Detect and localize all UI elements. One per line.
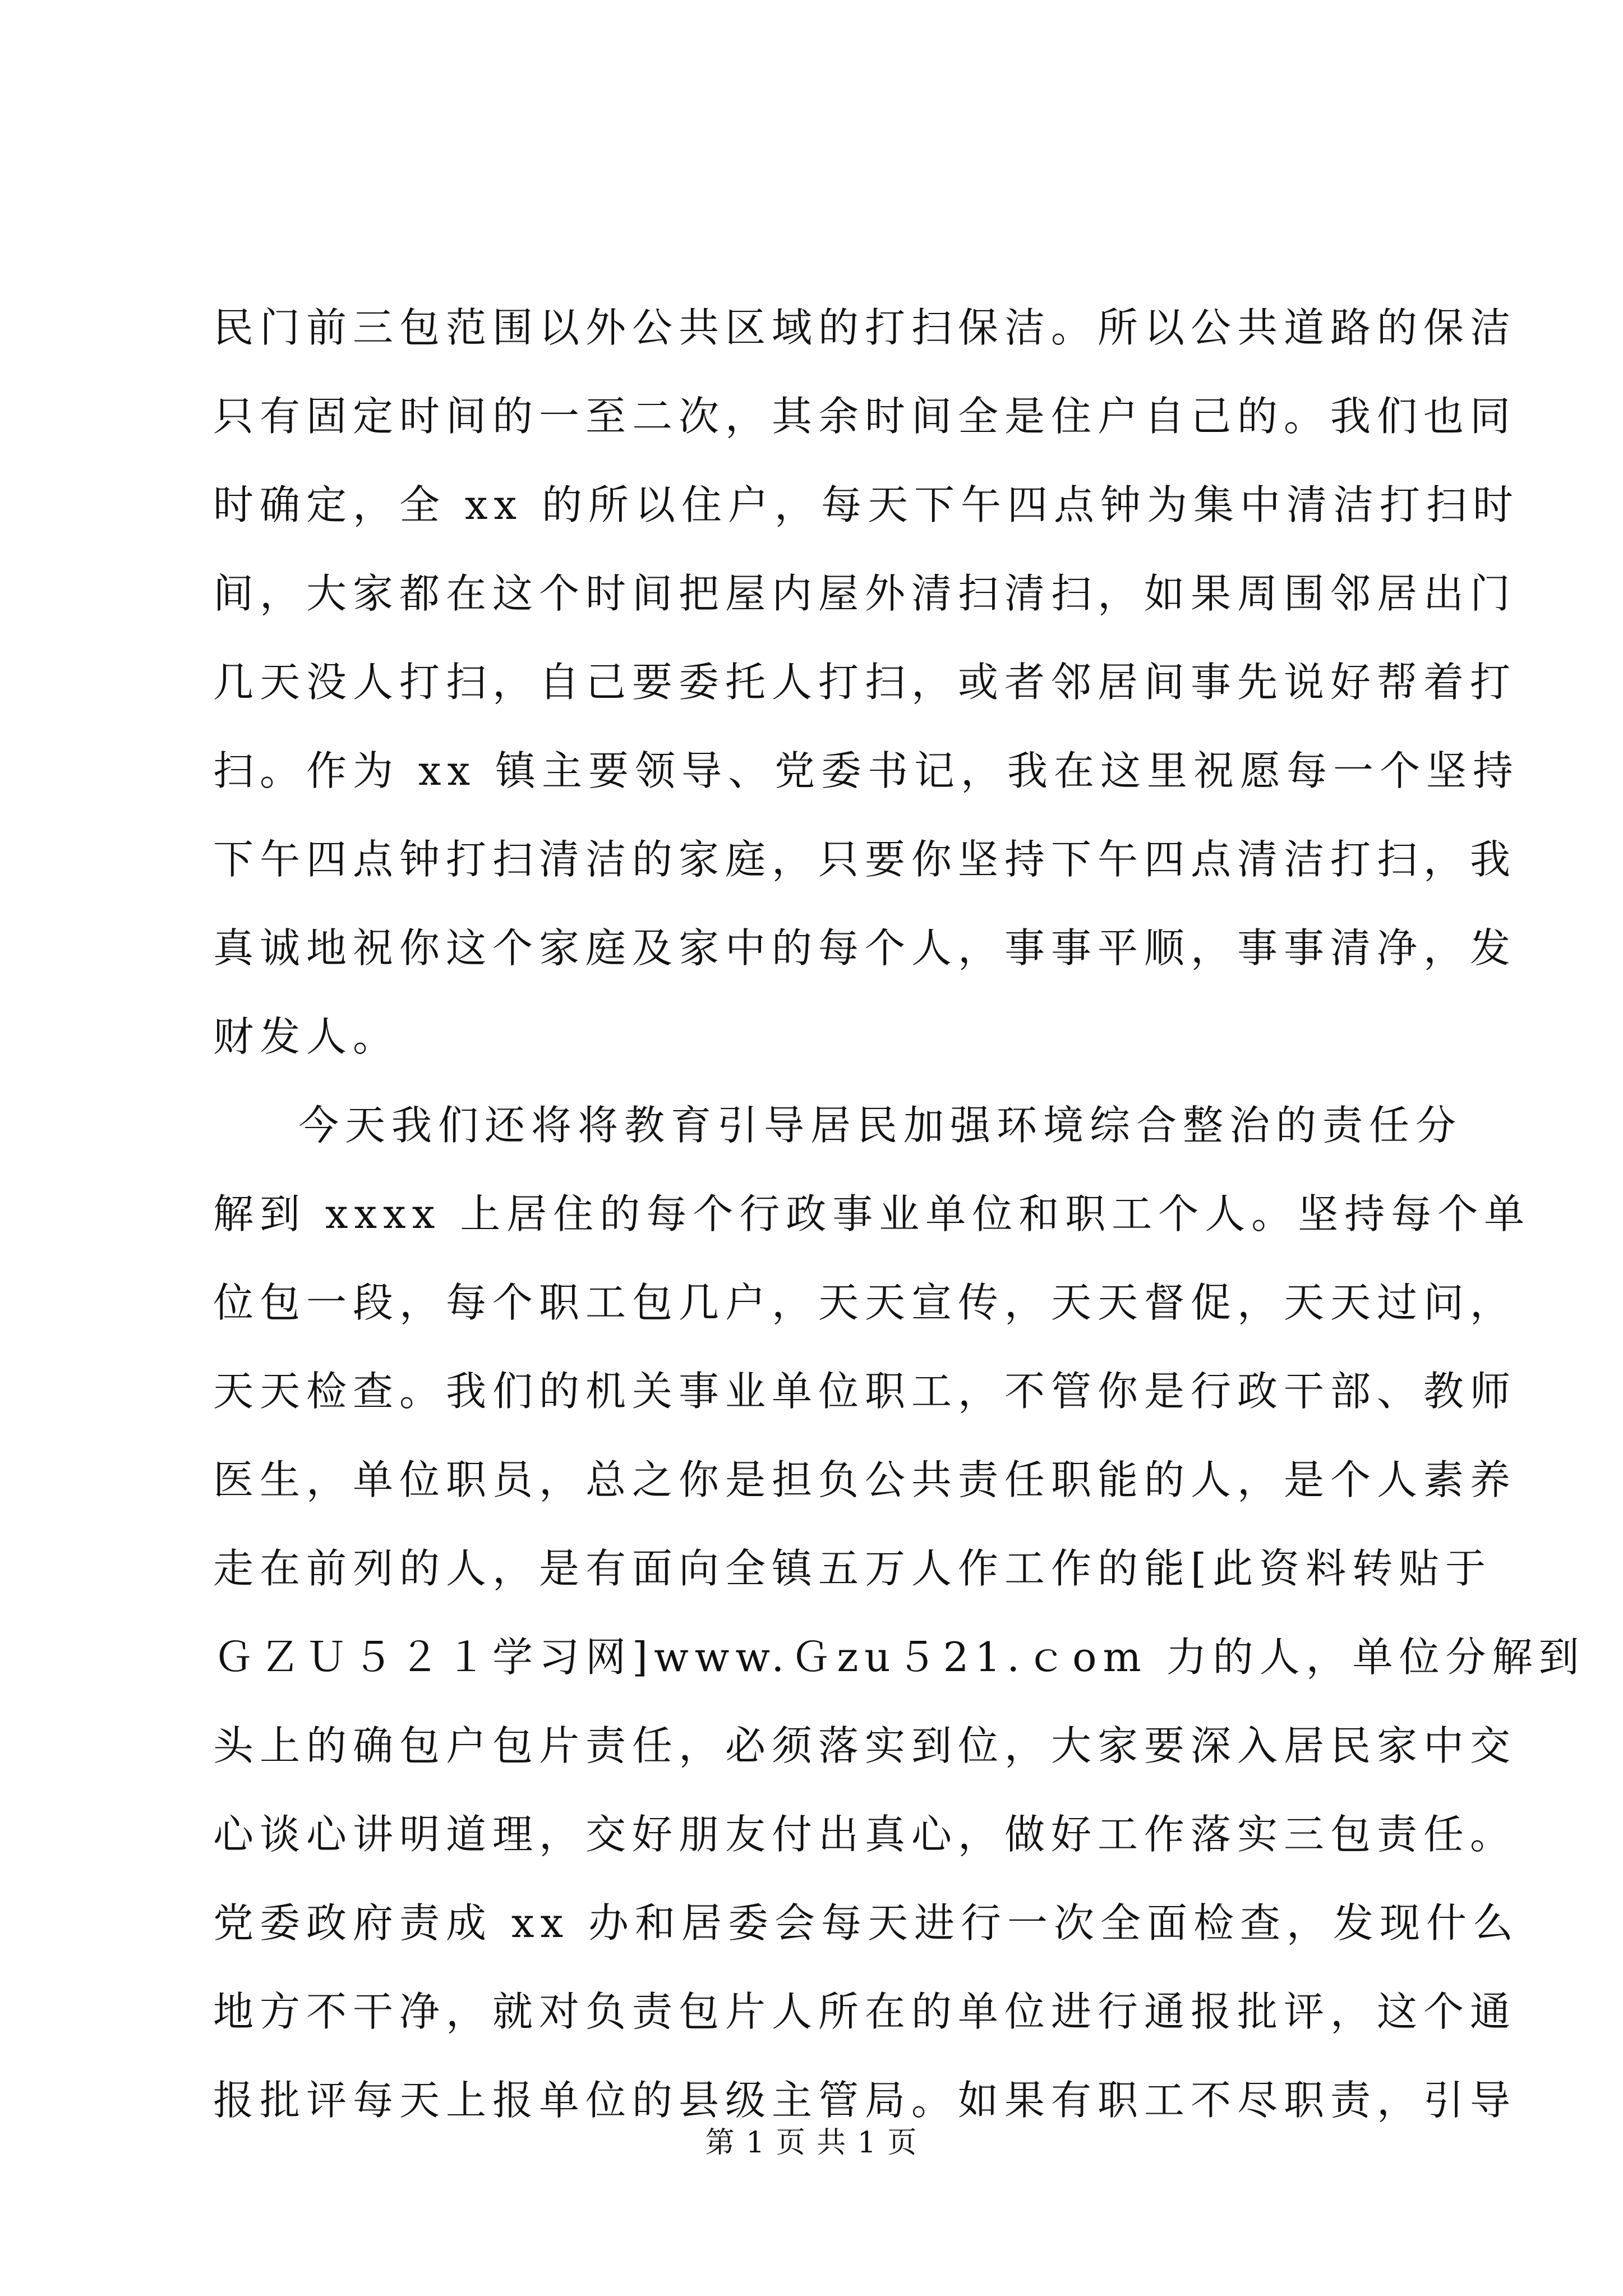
text-line: 几天没人打扫，自己要委托人打扫，或者邻居间事先说好帮着打 (213, 659, 1517, 706)
page-footer (0, 2120, 1623, 2165)
text-line: 医生，单位职员，总之你是担负公共责任职能的人，是个人素养 (213, 1456, 1517, 1503)
text-line-first: 今天我们还将将教育引导居民加强环境综合整治的责任分 (298, 1102, 1463, 1149)
text-line: ＧＺＵ５２１学习网]www.Ｇzu５21.ｃom 力的人，单位分解到 (213, 1634, 1585, 1681)
text-line: 走在前列的人，是有面向全镇五万人作工作的能[此资料转贴于 (213, 1545, 1492, 1592)
text-line-last: 财发人。 (213, 1013, 400, 1060)
text-line: 扫。作为 xx 镇主要领导、党委书记，我在这里祝愿每一个坚持 (213, 747, 1519, 794)
page-number-label: 第 1 页 共 1 页 (705, 2126, 918, 2160)
text-line: 位包一段，每个职工包几户，天天宣传，天天督促，天天过问， (213, 1279, 1517, 1326)
text-line: 地方不干净，就对负责包片人所在的单位进行通报批评，这个通 (213, 1988, 1517, 2035)
text-line: 时确定，全 xx 的所以住户，每天下午四点钟为集中清洁打扫时 (213, 481, 1519, 528)
text-line: 间，大家都在这个时间把屋内屋外清扫清扫，如果周围邻居出门 (213, 570, 1517, 617)
document-body (213, 283, 1585, 2145)
text-line: 报批评每天上报单位的县级主管局。如果有职工不尽职责，引导 (213, 2077, 1517, 2124)
text-line: 头上的确包户包片责任，必须落实到位，大家要深入居民家中交 (213, 1722, 1517, 1769)
text-line: 下午四点钟打扫清洁的家庭，只要你坚持下午四点清洁打扫，我 (213, 836, 1517, 883)
text-line: 心谈心讲明道理，交好朋友付出真心，做好工作落实三包责任。 (213, 1811, 1517, 1858)
text-line: 真诚地祝你这个家庭及家中的每个人，事事平顺，事事清净，发 (213, 924, 1517, 972)
text-line: 民门前三包范围以外公共区域的打扫保洁。所以公共道路的保洁 (213, 304, 1517, 351)
text-line: 天天检查。我们的机关事业单位职工，不管你是行政干部、教师 (213, 1368, 1517, 1415)
text-line: 只有固定时间的一至二次，其余时间全是住户自己的。我们也同 (213, 393, 1517, 440)
text-line: 党委政府责成 xx 办和居委会每天进行一次全面检查，发现什么 (213, 1899, 1519, 1947)
text-line: 解到 xxxx 上居住的每个行政事业单位和职工个人。坚持每个单 (213, 1190, 1531, 1237)
